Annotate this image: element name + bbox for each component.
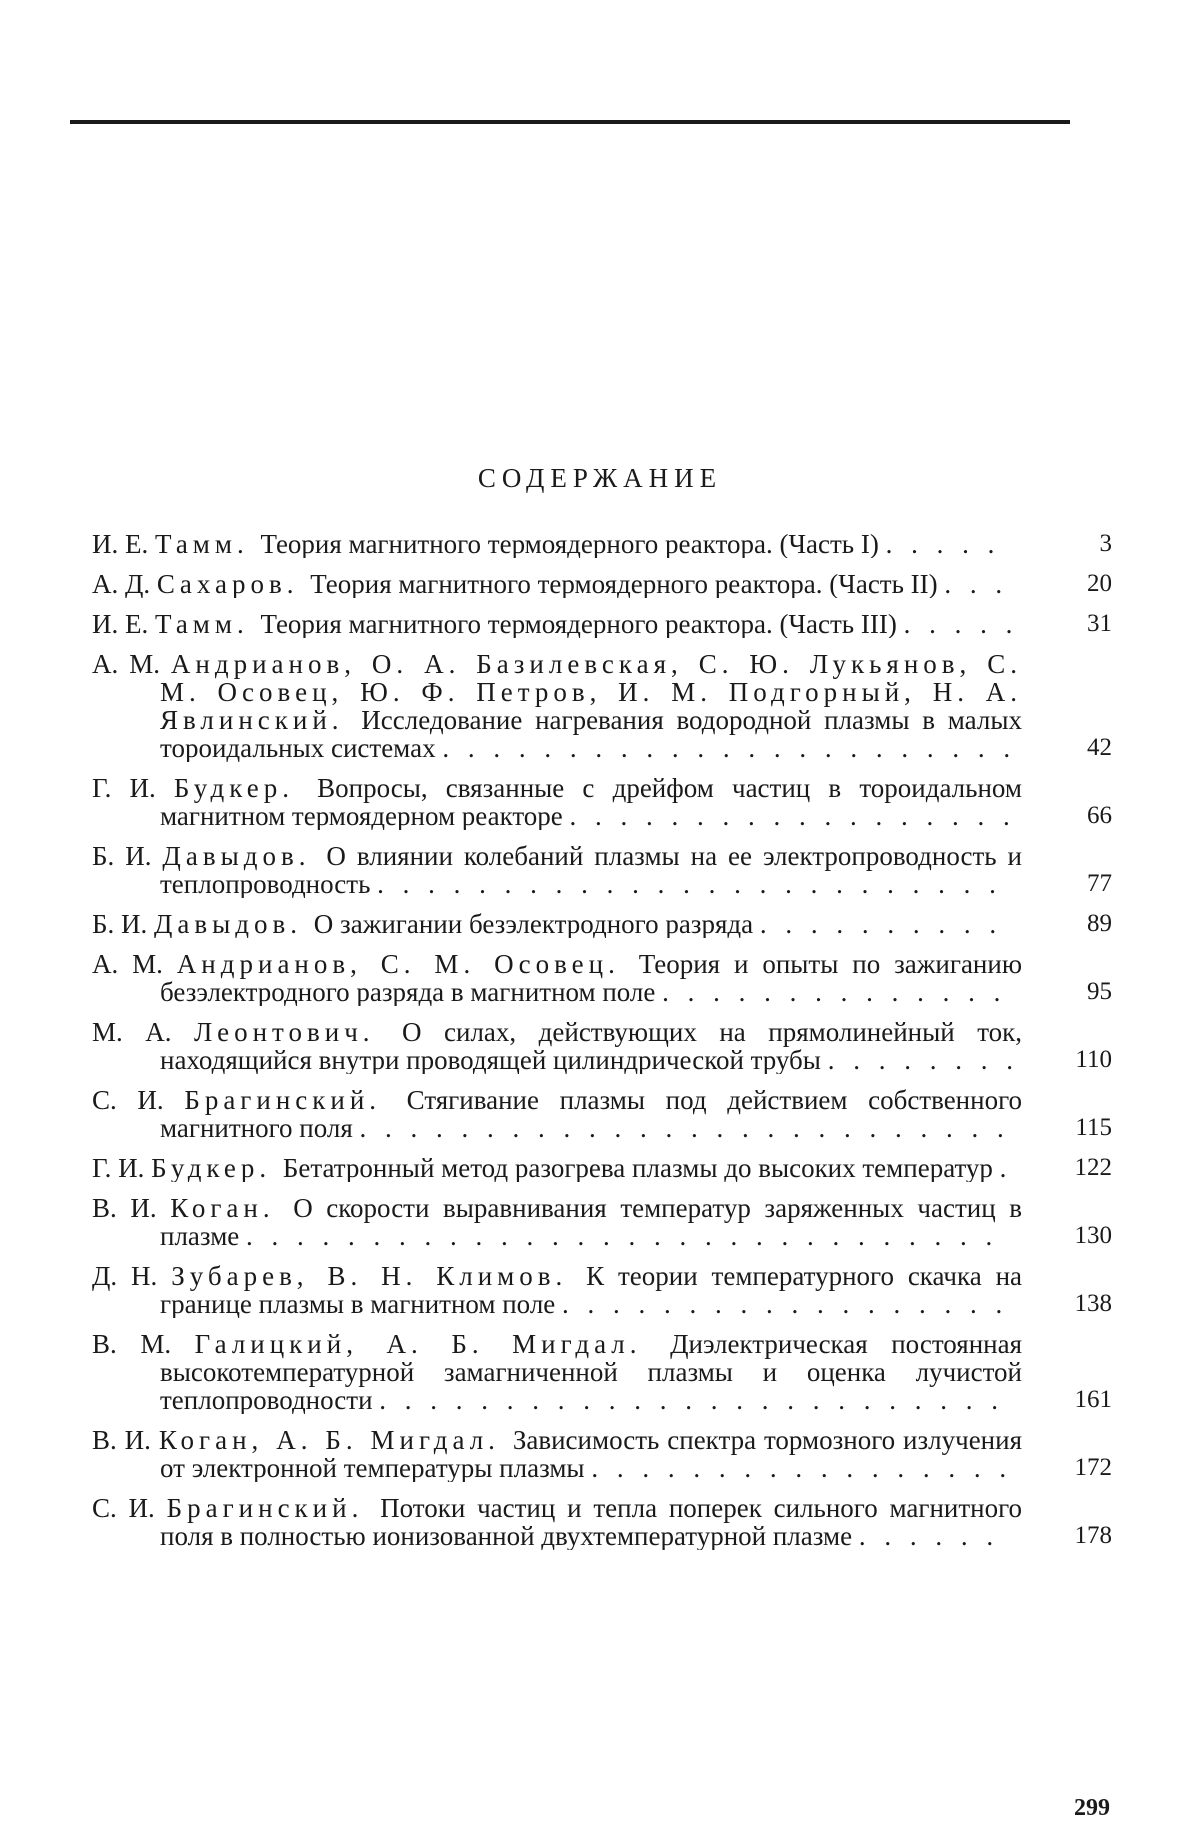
toc-leader-dots: . . . . . . . . . . . . . . . . . . . . . . . . . . — [359, 1113, 1010, 1142]
toc-entry-10 — [92, 1086, 1112, 1142]
top-rule — [70, 120, 1070, 124]
toc-entry-page: 178 — [1074, 1522, 1112, 1549]
toc-entry-initials: Д. Н. — [92, 1262, 172, 1291]
toc-entry-page: 89 — [1087, 910, 1112, 937]
toc-leader-dots: . . . . . . . . . . . . . . . . . . — [569, 801, 1016, 830]
toc-entry-initials: М. А. — [92, 1018, 194, 1047]
toc-entry-15 — [92, 1426, 1112, 1482]
toc-entry-title: Стягивание плазмы под действием собственного магнитного поля — [160, 1086, 1022, 1142]
toc-entry-title: Потоки частиц и тепла поперек сильного магнитного поля в полностью ионизованной двухтемпературной плазме — [160, 1494, 1022, 1550]
toc-entry-title: Теория магнитного термоядерного реактора. (Часть III) — [260, 610, 897, 638]
toc-entry-page: 20 — [1087, 570, 1112, 597]
toc-entry-page: 122 — [1074, 1154, 1112, 1181]
toc-entry-author: Давыдов. — [162, 842, 327, 871]
toc-entry-author: Коган. — [170, 1194, 294, 1223]
toc-leader-dots: . . . . . . . . . . . . . . . . . . . . . . . . . . . . . . — [246, 1221, 999, 1250]
toc-entry-text — [92, 610, 1022, 638]
toc-entry-title: О влиянии колебаний плазмы на ее электропроводность и теплопроводность — [160, 842, 1022, 898]
toc-entry-text — [92, 1426, 1022, 1482]
toc-entry-title: К теории температурного скачка на границе плазмы в магнитном поле — [160, 1262, 1022, 1318]
toc-entry-text — [92, 774, 1022, 830]
toc-entry-page: 138 — [1074, 1290, 1112, 1317]
toc-entry-author: Андрианов, О. А. Базилевская, С. Ю. Лукьянов, С. М. Осовец, Ю. Ф. Петров, И. М. Подгорный, Н. А. Явлинский. — [160, 650, 1022, 735]
toc-entry-title: О силах, действующих на прямолинейный ток, находящийся внутри проводящей цилиндрической трубы — [160, 1018, 1022, 1074]
toc-entry-text — [92, 842, 1022, 898]
toc-entry-page: 110 — [1075, 1046, 1112, 1073]
toc-entry-16 — [92, 1494, 1112, 1550]
toc-entry-1 — [92, 530, 1112, 558]
toc-entry-initials: В. И. — [92, 1426, 159, 1455]
toc-entry-title: Теория магнитного термоядерного реактора. (Часть II) — [310, 570, 938, 598]
toc-entry-initials: А. М. — [92, 650, 171, 679]
toc-entry-author: Коган, А. Б. Мигдал. — [158, 1426, 513, 1455]
page-number: 299 — [1074, 1795, 1110, 1821]
toc-entry-text — [92, 1194, 1022, 1250]
toc-entry-page: 42 — [1087, 734, 1112, 761]
toc-entry-title: Бетатронный метод разогрева плазмы до высоких температур — [282, 1154, 993, 1182]
toc-leader-dots: . . . . . — [903, 610, 1019, 638]
toc-entry-initials: Б. И. — [92, 910, 155, 938]
toc-entry-author: Тамм. — [155, 530, 261, 558]
toc-entry-initials: С. И. — [92, 1494, 167, 1523]
toc-entry-12 — [92, 1194, 1112, 1250]
toc-entry-author: Брагинский. — [184, 1086, 407, 1115]
toc-entry-6 — [92, 842, 1112, 898]
toc-entry-page: 66 — [1087, 802, 1112, 829]
toc-leader-dots: . . . — [944, 570, 1009, 598]
toc-entry-author: Леонтович. — [194, 1018, 403, 1047]
toc-entry-initials: И. Е. — [92, 610, 155, 638]
toc-entry-text — [92, 910, 1022, 938]
toc-leader-dots: . . . . . . . . . . . . . . — [662, 977, 1007, 1006]
toc-entry-page: 115 — [1075, 1114, 1112, 1141]
toc-entry-initials: Г. И. — [92, 774, 174, 803]
toc-entry-author: Сахаров. — [156, 570, 311, 598]
toc-leader-dots: . . . . . — [885, 530, 1001, 558]
toc-leader-dots: . . . . . . — [858, 1521, 1000, 1550]
toc-entry-2 — [92, 570, 1112, 598]
toc-entry-title: Вопросы, связанные с дрейфом частиц в тороидальном магнитном термоядерном реакторе — [160, 774, 1022, 830]
toc-entry-author: Тамм. — [155, 610, 261, 638]
toc-entry-author: Галицкий, А. Б. Мигдал. — [194, 1330, 671, 1359]
toc-entry-title: Диэлектрическая постоянная высокотемпературной замагниченной плазмы и оценка лучистой теплопроводности — [160, 1330, 1022, 1414]
toc-entry-initials: А. Д. — [92, 570, 157, 598]
toc-list — [92, 530, 1112, 1550]
toc-entry-title: О зажигании безэлектродного разряда — [313, 910, 754, 938]
toc-entry-title: Исследование нагревания водородной плазмы в малых тороидальных системах — [160, 705, 1022, 762]
toc-entry-page: 130 — [1074, 1222, 1112, 1249]
toc-entry-text — [92, 1018, 1022, 1074]
toc-entry-title: Теория магнитного термоядерного реактора. (Часть I) — [260, 530, 879, 558]
toc-leader-dots: . . . . . . . . . . . . . . . . . . . . . . . — [442, 733, 1017, 762]
toc-entry-initials: Г. И. — [92, 1154, 152, 1182]
toc-entry-author: Брагинский. — [166, 1494, 381, 1523]
page-title: СОДЕРЖАНИЕ — [477, 463, 723, 493]
toc-entry-text — [92, 1330, 1022, 1414]
toc-entry-14 — [92, 1330, 1112, 1414]
toc-leader-dots: . — [999, 1154, 1013, 1182]
toc-entry-page: 3 — [1099, 530, 1112, 557]
toc-entry-title: Теория и опыты по зажиганию безэлектродного разряда в магнитном поле — [160, 950, 1022, 1006]
toc-entry-13 — [92, 1262, 1112, 1318]
toc-entry-author: Давыдов. — [154, 910, 314, 938]
toc-entry-text — [92, 1262, 1022, 1318]
toc-entry-title: О скорости выравнивания температур заряженных частиц в плазме — [160, 1194, 1022, 1250]
toc-entry-author: Будкер. — [151, 1154, 283, 1182]
toc-entry-4 — [92, 650, 1112, 762]
toc-entry-text — [92, 530, 1022, 558]
toc-entry-9 — [92, 1018, 1112, 1074]
toc-entry-text — [92, 1494, 1022, 1550]
table-of-contents — [92, 530, 1112, 1562]
toc-entry-page: 161 — [1074, 1386, 1112, 1413]
toc-entry-initials: А. М. — [92, 950, 177, 979]
toc-entry-text — [92, 1086, 1022, 1142]
toc-leader-dots: . . . . . . . . . . . . . . . . . . . . . . . . . — [377, 869, 1002, 898]
toc-entry-text — [92, 950, 1022, 1006]
toc-entry-initials: В. И. — [92, 1194, 171, 1223]
toc-entry-text — [92, 650, 1022, 762]
toc-entry-author: Будкер. — [173, 774, 318, 803]
toc-entry-11 — [92, 1154, 1112, 1182]
toc-leader-dots: . . . . . . . . . . . . . . . . . . — [562, 1289, 1009, 1318]
toc-entry-7 — [92, 910, 1112, 938]
toc-entry-initials: В. М. — [92, 1330, 195, 1359]
toc-leader-dots: . . . . . . . . — [827, 1045, 1019, 1074]
toc-entry-initials: Б. И. — [92, 842, 163, 871]
toc-leader-dots: . . . . . . . . . . . . . . . . . . . . . . . . . — [379, 1385, 1005, 1414]
toc-entry-author: Зубарев, В. Н. Климов. — [171, 1262, 587, 1291]
toc-entry-page: 95 — [1087, 978, 1112, 1005]
toc-entry-page: 172 — [1074, 1454, 1112, 1481]
toc-entry-5 — [92, 774, 1112, 830]
toc-entry-8 — [92, 950, 1112, 1006]
toc-entry-3 — [92, 610, 1112, 638]
toc-entry-initials: С. И. — [92, 1086, 185, 1115]
toc-leader-dots: . . . . . . . . . . . . . . . . . — [591, 1453, 1013, 1482]
toc-leader-dots: . . . . . . . . . . — [759, 910, 1003, 938]
toc-entry-title: Зависимость спектра тормозного излучения от электронной температуры плазмы — [160, 1426, 1022, 1482]
toc-entry-author: Андрианов, С. М. Осовец. — [176, 950, 639, 979]
toc-entry-text — [92, 570, 1022, 598]
toc-entry-initials: И. Е. — [92, 530, 155, 558]
toc-entry-page: 77 — [1087, 870, 1112, 897]
toc-entry-text — [92, 1154, 1022, 1182]
toc-entry-page: 31 — [1087, 610, 1112, 637]
